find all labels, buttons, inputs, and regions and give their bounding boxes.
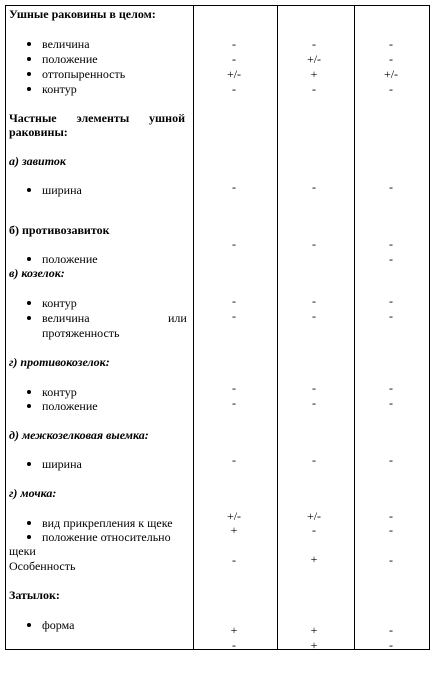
value-cell: - — [312, 381, 316, 395]
heading-helix: а) завиток — [9, 154, 66, 168]
value-cell: - — [232, 553, 236, 567]
value-cell: - — [389, 509, 393, 523]
value-cell: +/- — [306, 52, 322, 66]
value-cell: +/- — [226, 67, 242, 81]
list-item: контур — [42, 296, 77, 310]
value-cell: - — [389, 381, 393, 395]
value-cell: - — [389, 309, 393, 323]
heading-parts-line1: Частные элементы ушной — [9, 111, 185, 125]
value-cell: - — [389, 396, 393, 410]
heading-occiput: Затылок: — [9, 588, 60, 602]
value-cell: - — [312, 453, 316, 467]
list-item: контур — [42, 385, 77, 399]
value-cell: +/- — [383, 67, 399, 81]
list-item: оттопыренность — [42, 67, 126, 81]
value-cell: - — [232, 82, 236, 96]
value-cell: - — [312, 82, 316, 96]
value-cell: - — [389, 252, 393, 266]
value-cell: - — [312, 37, 316, 51]
heading-lobe: г) мочка: — [9, 486, 57, 500]
value-cell: - — [312, 294, 316, 308]
list-item: положение — [42, 399, 98, 413]
list-item-continuation: или — [168, 311, 187, 325]
value-cell: - — [232, 381, 236, 395]
value-cell: - — [232, 396, 236, 410]
value-cell: - — [232, 180, 236, 194]
row-label-feature: Особенность — [9, 559, 76, 573]
value-cell: +/- — [226, 509, 242, 523]
value-cell: + — [310, 67, 318, 81]
value-cell: + — [310, 552, 318, 566]
column-divider-3 — [354, 6, 355, 649]
list-item-continuation: щеки — [9, 544, 36, 558]
list-item: ширина — [42, 457, 82, 471]
value-cell: - — [312, 309, 316, 323]
list-item: вид прикрепления к щеке — [42, 516, 173, 530]
value-cell: - — [389, 52, 393, 66]
list-item: величина — [42, 311, 90, 325]
value-cell: - — [232, 237, 236, 251]
heading-notch: д) межкозелковая выемка: — [9, 428, 149, 442]
value-cell: +/- — [306, 509, 322, 523]
column-divider-1 — [193, 6, 194, 649]
column-divider-2 — [277, 6, 278, 649]
value-cell: - — [389, 37, 393, 51]
value-cell: - — [389, 237, 393, 251]
value-cell: - — [232, 309, 236, 323]
value-cell: - — [389, 623, 393, 637]
list-item-continuation: протяженность — [42, 326, 120, 340]
list-item: ширина — [42, 183, 82, 197]
heading-antitragus: г) противокозелок: — [9, 355, 110, 369]
value-cell: - — [389, 82, 393, 96]
value-cell: - — [232, 453, 236, 467]
list-item: положение — [42, 52, 98, 66]
value-cell: - — [389, 453, 393, 467]
value-cell: - — [312, 180, 316, 194]
value-cell: - — [232, 37, 236, 51]
value-cell: - — [232, 52, 236, 66]
value-cell: + — [230, 523, 238, 537]
heading-antihelix: б) противозавиток — [9, 223, 110, 237]
list-item: положение относительно — [42, 530, 171, 544]
value-cell: - — [232, 294, 236, 308]
heading-tragus: в) козелок: — [9, 266, 65, 280]
value-cell: - — [389, 553, 393, 567]
value-cell: - — [312, 396, 316, 410]
list-item: величина — [42, 37, 90, 51]
value-cell: - — [232, 638, 236, 652]
value-cell: - — [312, 237, 316, 251]
list-item: контур — [42, 82, 77, 96]
value-cell: - — [312, 523, 316, 537]
list-item: форма — [42, 618, 75, 632]
value-cell: - — [389, 638, 393, 652]
heading-overall: Ушные раковины в целом: — [9, 7, 156, 21]
heading-parts-line2: раковины: — [9, 125, 68, 139]
value-cell: + — [310, 638, 318, 652]
value-cell: + — [310, 623, 318, 637]
value-cell: - — [389, 294, 393, 308]
value-cell: - — [389, 523, 393, 537]
value-cell: + — [230, 623, 238, 637]
value-cell: - — [389, 180, 393, 194]
list-item: положение — [42, 252, 98, 266]
